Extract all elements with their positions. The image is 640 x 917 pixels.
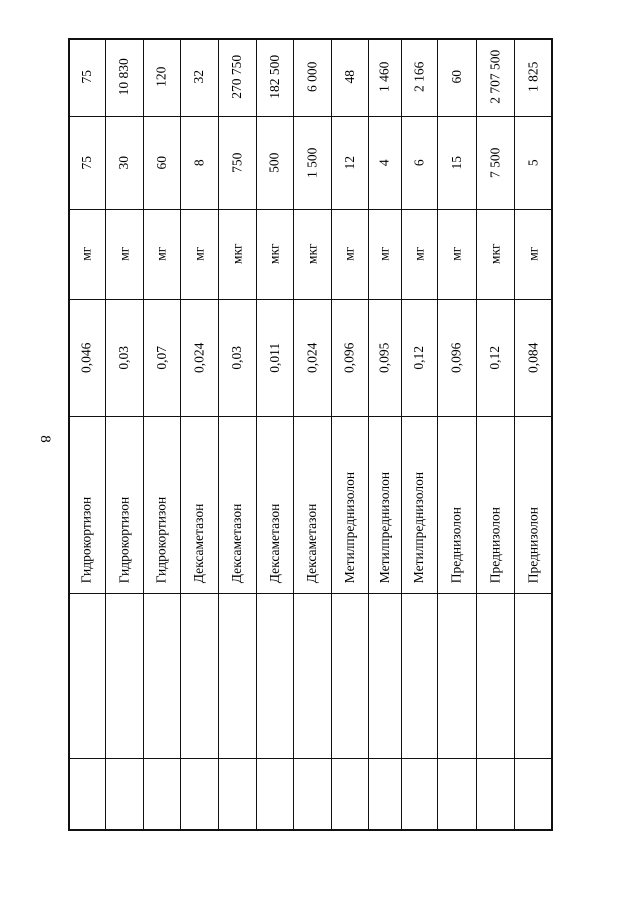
table-cell-drug: Дексаметазон [229,503,245,583]
table-cell-coef: 0,096 [448,342,464,373]
table-cell-drug: Дексаметазон [304,503,320,583]
table-cell-result: 48 [341,70,357,84]
table-cell-result: 6 000 [304,61,320,93]
table-cell-coef: 0,07 [153,345,169,370]
table-cell-result: 270 750 [229,55,245,99]
table-cell-result: 1 825 [525,61,541,93]
table-cell-drug: Гидрокортизон [116,496,132,583]
table-column-divider [68,416,553,417]
table-cell-coef: 0,024 [191,342,207,373]
table-cell-dose: 12 [341,155,357,170]
table-cell-unit: мкг [304,243,320,265]
table-cell-coef: 0,03 [116,345,132,370]
table-cell-unit: мг [116,246,132,262]
table-cell-dose: 15 [448,155,464,170]
table-cell-dose: 7 500 [487,147,503,178]
table-cell-result: 75 [78,70,94,84]
table-cell-drug: Преднизолон [525,506,541,583]
table-cell-dose: 6 [411,159,427,166]
table-cell-unit: мкг [487,243,503,265]
table-cell-unit: мкг [229,243,245,265]
table-cell-drug: Гидрокортизон [78,496,94,583]
table-column-divider [68,593,553,594]
table-cell-dose: 1 500 [304,147,320,178]
table-cell-dose: 500 [266,152,282,173]
table-cell-result: 182 500 [266,55,282,99]
table-cell-drug: Гидрокортизон [153,496,169,583]
table-cell-dose: 5 [525,159,541,166]
table-cell-coef: 0,03 [229,345,245,370]
table-cell-drug: Дексаметазон [191,503,207,583]
table-column-divider [68,758,553,759]
table-cell-coef: 0,024 [304,342,320,373]
table-cell-unit: мг [448,246,464,262]
table-cell-dose: 8 [191,159,207,166]
data-table [68,38,553,831]
table-cell-unit: мг [78,246,94,262]
table-cell-drug: Метилпреднизолон [411,471,427,583]
table-cell-drug: Преднизолон [448,506,464,583]
table-cell-unit: мг [525,246,541,262]
table-cell-unit: мкг [266,243,282,265]
table-cell-result: 1 460 [376,61,392,93]
table-cell-drug: Преднизолон [487,506,503,583]
table-cell-result: 60 [448,70,464,84]
table-cell-coef: 0,096 [341,342,357,373]
table-cell-result: 32 [191,70,207,84]
page-number: 8 [37,435,54,443]
table-cell-dose: 750 [229,152,245,173]
table-cell-result: 120 [153,66,169,88]
table-cell-coef: 0,046 [78,342,94,373]
table-cell-coef: 0,12 [411,345,427,370]
table-cell-coef: 0,011 [266,342,282,373]
table-cell-unit: мг [376,246,392,262]
table-cell-unit: мг [341,246,357,262]
table-cell-coef: 0,084 [525,342,541,373]
table-cell-dose: 30 [116,155,132,170]
table-cell-dose: 60 [153,155,169,170]
table-cell-result: 10 830 [116,58,132,96]
table-column-divider [68,829,553,831]
table-cell-unit: мг [153,246,169,262]
table-cell-result: 2 707 500 [487,50,503,104]
table-cell-unit: мг [411,246,427,262]
table-cell-drug: Дексаметазон [266,503,282,583]
table-cell-result: 2 166 [411,61,427,93]
table-cell-coef: 0,12 [487,345,503,370]
table-cell-drug: Метилпреднизолон [341,471,357,583]
table-cell-coef: 0,095 [376,342,392,373]
table-cell-unit: мг [191,246,207,262]
table-cell-dose: 75 [78,155,94,170]
table-cell-drug: Метилпреднизолон [376,471,392,583]
table-cell-dose: 4 [376,159,392,166]
